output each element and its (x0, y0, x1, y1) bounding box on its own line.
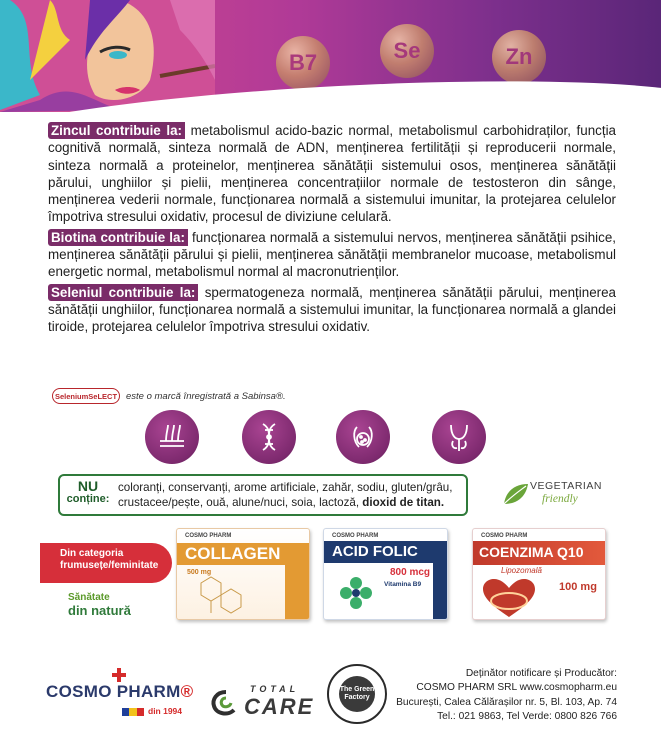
zinc-label: Zincul contribuie la: (48, 122, 185, 139)
free-from-box (58, 474, 468, 516)
romania-flag (122, 708, 144, 716)
vegetarian-friendly-badge: VEGETARIAN friendly (502, 478, 602, 510)
since-1994: din 1994 (148, 706, 183, 716)
woman-makeup-illustration (0, 0, 215, 112)
free-from-label: NU conține: (66, 478, 110, 505)
mineral-se-bubble: Se (380, 24, 434, 78)
biotin-paragraph (48, 229, 616, 281)
selenium-select-note (52, 388, 286, 404)
selenium-text: spermatogeneza normală, menținerea sănătății părului, menținerea sănătății unghiilor, funcționarea normală a sistemului imunitar, la funcționarea normală a glandei tiroide, protejarea celulelor împotriva stresului oxidativ. (48, 284, 617, 335)
header-banner (0, 0, 661, 112)
selenium-label: Seleniul contribuie la: (48, 284, 198, 301)
biotin-text: funcționarea normală a sistemului nervos, menținerea sănătății psihice, menținerea sănătății părului și pielii, menținerea sănătății membranelor mucoase, metabolismul energetic normal, metabolismul normal al macronutrienților. (48, 229, 616, 280)
product-coenzima-q10: COSMO PHARM COENZIMA Q10 Lipozomală 100 mg (472, 528, 606, 620)
cosmopharm-logo: COSMO PHARM® (46, 682, 193, 702)
green-factory-badge: The Green Factory (327, 664, 387, 724)
mineral-b7-bubble: B7 (276, 36, 330, 90)
product-acid-folic: COSMO PHARM ACID FOLIC 800 mcg Vitamina B9 (323, 528, 448, 620)
nutrient-claims (48, 122, 616, 339)
face-skin-icon (336, 410, 390, 464)
totalcare-swirl-icon (210, 688, 242, 718)
category-banner: Din categoria frumusețe/feminitate (40, 543, 172, 583)
heart-icon (481, 577, 537, 620)
natural-health-logo: Sănătate din natură (68, 592, 131, 618)
mineral-zn-bubble: Zn (492, 30, 546, 84)
benefit-icons (0, 410, 661, 470)
totalcare-logo: TOTAL CARE (210, 684, 314, 720)
product-collagen: COSMO PHARM COLLAGEN 500 mg (176, 528, 310, 620)
selenium-paragraph (48, 284, 616, 336)
free-from-list: coloranți, conservanți, arome artificiale, zahăr, sodiu, gluten/grâu, crustacee/pește, ouă, alune/nuci, soia, lactoză, dioxid de titan. (118, 481, 453, 509)
zinc-text: metabolismul acido-bazic normal, metabolismul carbohidraților, funcția cognitivă normală, sinteza normală de ADN, menținerea fertilității și reproducerii normale, sinteza normală a proteinelor, menținerea sănătății sistemului osos, menținerea sănătății părului, unghiilor și pielii, menținerea concentrațiilor normale de testosteron din sânge, menținerea vederii normale, funcționarea normală a sistemului imunitar, la protejarea celulelor împotriva stresului oxidativ, procesul de diviziune celulară. (48, 123, 617, 225)
biotin-label: Biotina contribuie la: (48, 229, 188, 246)
selenium-select-logo: SeleniumSeLECT (52, 388, 120, 404)
dna-icon (242, 410, 296, 464)
manufacturer-info: Deținător notificare și Producător: COSMO PHARM SRL www.cosmopharm.eu București, Calea Călărașilor nr. 5, Bl. 103, Ap. 74 Tel.: 021 9863, Tel Verde: 0800 826 766 (396, 668, 617, 722)
zinc-paragraph (48, 122, 616, 226)
selenium-select-text: este o marcă înregistrată a Sabinsa®. (126, 390, 286, 402)
leaf-icon (502, 482, 530, 508)
thyroid-icon (432, 410, 486, 464)
cross-icon (112, 668, 126, 682)
hair-skin-icon (145, 410, 199, 464)
